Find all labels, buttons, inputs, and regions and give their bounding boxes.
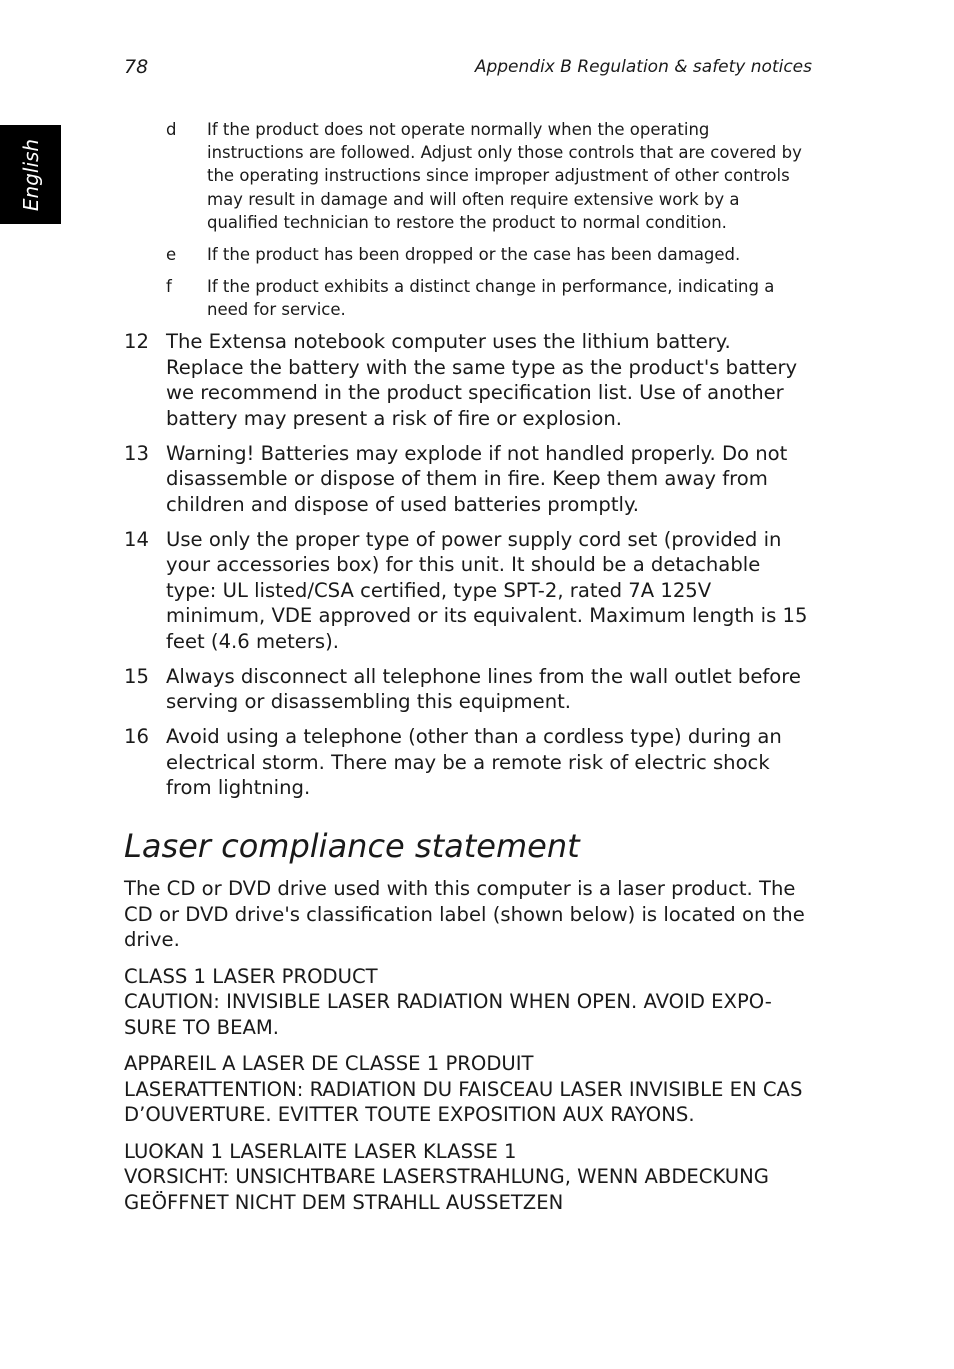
item-text: Avoid using a telephone (other than a cordless type) during an electrical storm. There may be a remote risk of electric shock from lightning. (166, 725, 782, 799)
label-block-finnish-german (124, 1139, 814, 1216)
laser-section-body (124, 876, 814, 1226)
list-item (166, 243, 806, 266)
label-line: CLASS 1 LASER PRODUCT (124, 964, 378, 988)
language-tab (0, 125, 61, 224)
running-header: Appendix B Regulation & safety notices (474, 57, 812, 77)
list-item (166, 118, 806, 234)
item-number: 15 (124, 664, 149, 688)
item-marker: f (166, 277, 172, 297)
item-number: 13 (124, 441, 149, 465)
item-marker: d (166, 120, 177, 139)
list-item (124, 441, 814, 518)
safety-numbered-list (124, 329, 814, 810)
item-text: The Extensa notebook computer uses the lithium battery. Replace the battery with the same type as the product's battery we recommend in the product specification list. Use of another battery may present a risk of fire or explosion. (166, 330, 798, 430)
intro-paragraph: The CD or DVD drive used with this computer is a laser product. The CD or DVD drive's classification label (shown below) is located on the drive. (124, 877, 805, 951)
item-number: 16 (124, 725, 149, 748)
label-line: CAUTION: INVISIBLE LASER RADIATION WHEN OPEN. AVOID EXPO-SURE TO BEAM. (124, 990, 772, 1039)
list-item (124, 664, 814, 715)
section-title: Laser compliance statement (124, 827, 580, 865)
item-number: 14 (124, 527, 149, 551)
page-number: 78 (124, 56, 149, 78)
item-text: If the product has been dropped or the case has been damaged. (207, 245, 741, 265)
label-line: LUOKAN 1 LASERLAITE LASER KLASSE 1 (124, 1139, 517, 1163)
label-block-french (124, 1051, 814, 1128)
item-text: If the product does not operate normally when the operating instructions are followed. Adjust only those controls that are covered by the operating instructions since improper adjustment of other controls may result in damage and will often require extensive work by a qualified technician to restore the product to normal condition. (207, 120, 802, 232)
list-item (124, 329, 814, 431)
list-item (124, 724, 814, 801)
list-item (166, 275, 806, 321)
item-number: 12 (124, 330, 149, 353)
item-text: Use only the proper type of power supply cord set (provided in your accessories box) for this unit. It should be a detachable type: UL listed/CSA certified, type SPT-2, rated 7A 125V minimum, VDE approved or its equivalent. Maximum length is 15 feet (4.6 meters). (166, 527, 808, 653)
label-block-english (124, 964, 814, 1041)
safety-sub-list (166, 118, 806, 331)
language-tab-label: English (18, 138, 43, 211)
item-text: Always disconnect all telephone lines from the wall outlet before serving or disassembling this equipment. (166, 664, 801, 713)
item-text: If the product exhibits a distinct change in performance, indicating a need for service. (207, 277, 775, 320)
label-line: APPAREIL A LASER DE CLASSE 1 PRODUIT (124, 1052, 534, 1075)
label-line: LASERATTENTION: RADIATION DU FAISCEAU LASER INVISIBLE EN CAS D’OUVERTURE. EVITTER TOUTE EXPOSITION AUX RAYONS. (124, 1077, 803, 1126)
item-text: Warning! Batteries may explode if not handled properly. Do not disassemble or dispose of them in fire. Keep them away from children and dispose of used batteries promptly. (166, 441, 788, 516)
label-line: VORSICHT: UNSICHTBARE LASERSTRAHLUNG, WENN ABDECKUNG GEÖFFNET NICHT DEM STRAHLL AUSSETZEN (124, 1165, 769, 1214)
item-marker: e (166, 245, 177, 265)
list-item (124, 527, 814, 655)
